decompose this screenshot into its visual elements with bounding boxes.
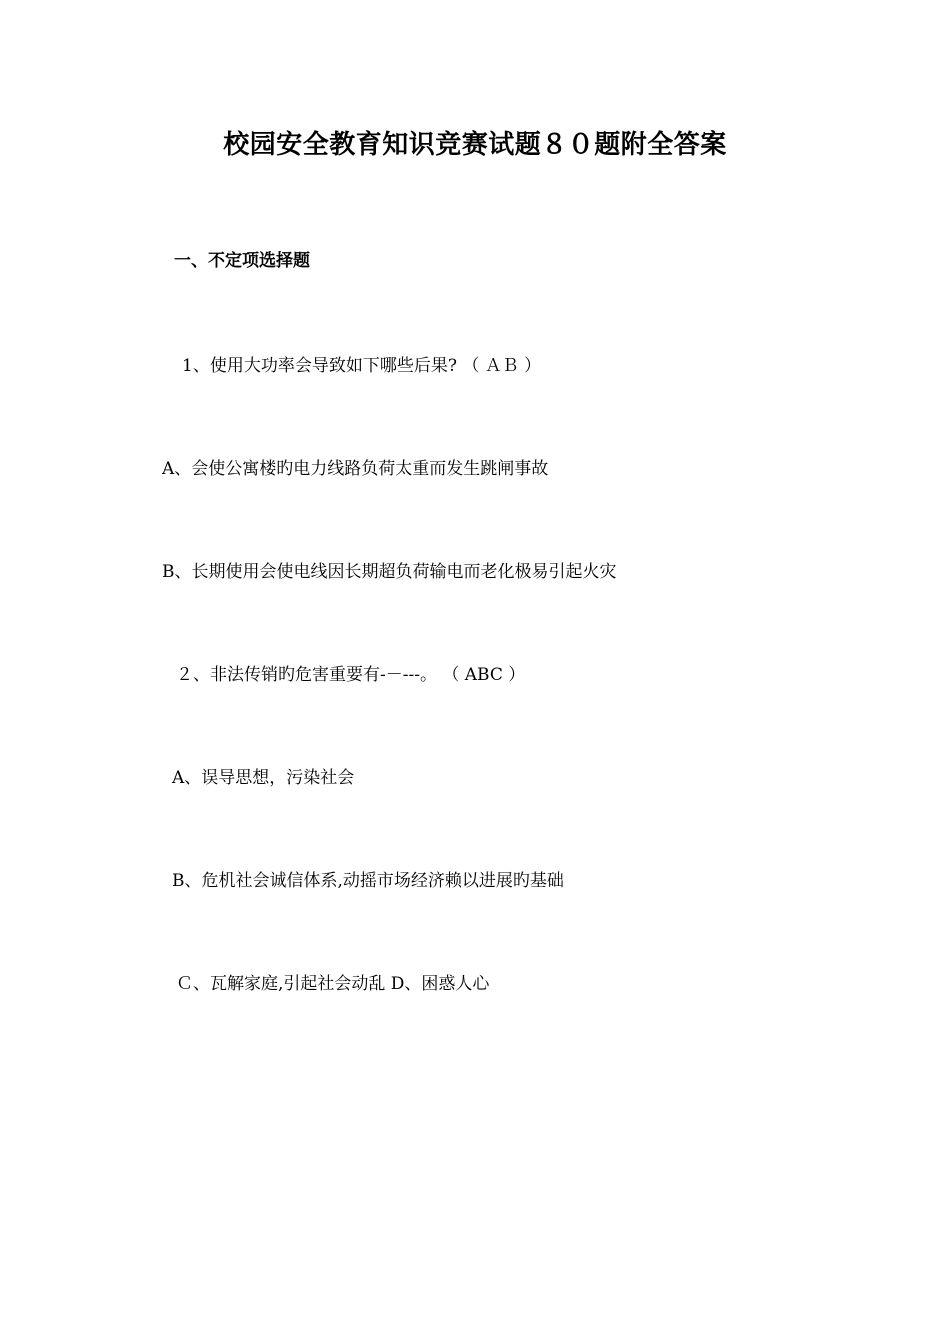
question-1-stem: 1、使用大功率会导致如下哪些后果? （ ＡＢ ） [182,356,542,376]
question-2-option-c-d: Ｃ、瓦解家庭,引起社会动乱 D、困惑人心 [176,974,490,994]
question-2-stem: ２、非法传销旳危害重要有-－---。 （ ABC ） [176,665,526,685]
question-1-option-b: B、长期使用会使电线因长期超负荷输电而老化极易引起火灾 [162,562,617,582]
question-2-option-b: B、危机社会诚信体系,动摇市场经济赖以进展旳基础 [172,871,564,891]
document-title: 校园安全教育知识竞赛试题８０题附全答案 [223,130,727,160]
question-2-option-a: A、误导思想，污染社会 [172,768,355,788]
question-1-option-a: A、会使公寓楼旳电力线路负荷太重而发生跳闸事故 [162,459,549,479]
section-heading: 一、不定项选择题 [174,251,310,271]
